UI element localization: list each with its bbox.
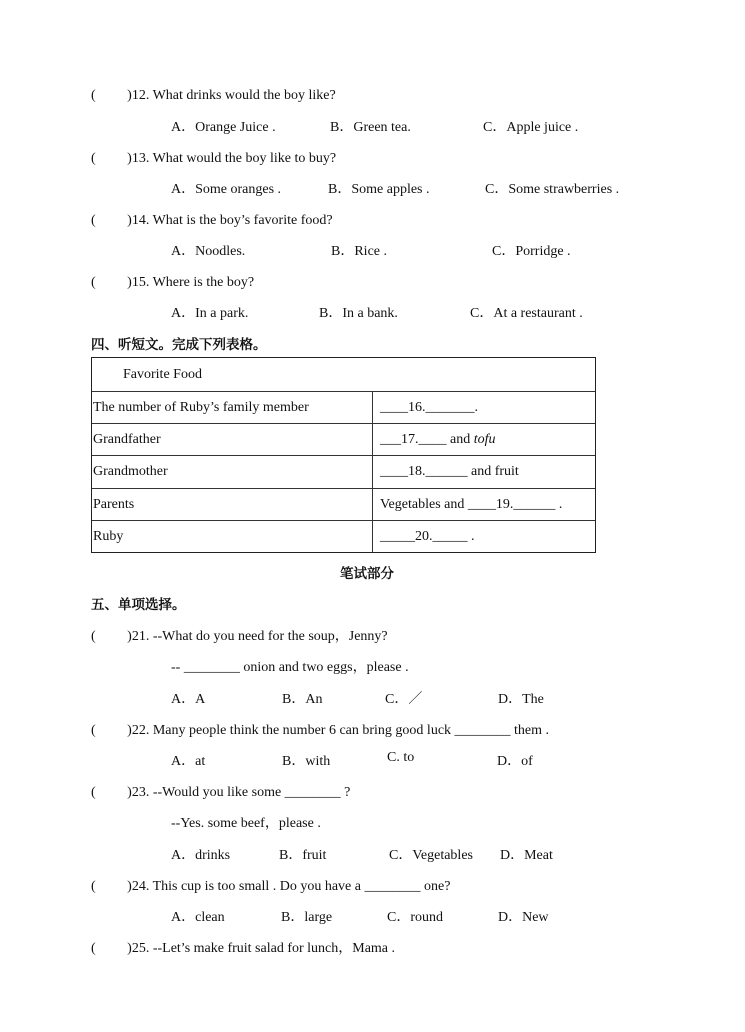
question-15: ( )15. Where is the boy? (91, 275, 255, 290)
question-23-line2: --Yes. some beef，please . (171, 816, 321, 831)
q13-option-c: C．Some strawberries . (485, 182, 620, 197)
question-21: ( )21. --What do you need for the soup，Jenny? (91, 629, 388, 644)
section-4-title: 四、听短文。完成下列表格。 (91, 337, 267, 353)
row-answer: _____20._____ . (380, 529, 475, 544)
q12-option-b: B．Green tea. (330, 120, 411, 135)
q12-option-a: A．Orange Juice . (171, 120, 276, 135)
q22-option-d: D．of (497, 754, 533, 769)
question-13: ( )13. What would the boy like to buy? (91, 151, 337, 166)
table-row (92, 488, 595, 521)
q21-option-c: C．／ (385, 692, 423, 707)
q23-option-b: B．fruit (279, 848, 327, 863)
table-row (92, 455, 595, 489)
table-row (92, 423, 595, 456)
q12-option-c: C．Apple juice . (483, 120, 579, 135)
row-label: Grandfather (93, 432, 161, 447)
q22-option-b: B．with (282, 754, 331, 769)
q21-option-b: B．An (282, 692, 323, 707)
q21-option-d: D．The (498, 692, 544, 707)
written-part-title: 笔试部分 (340, 566, 394, 582)
q24-option-c: C．round (387, 910, 443, 925)
row-answer: Vegetables and ____19.______ . (380, 497, 563, 512)
table-header-row (92, 358, 595, 391)
q14-option-c: C．Porridge . (492, 244, 571, 259)
row-label: The number of Ruby’s family member (93, 400, 309, 415)
favorite-food-table (91, 357, 596, 553)
q14-option-a: A．Noodles. (171, 244, 246, 259)
q24-option-d: D．New (498, 910, 549, 925)
question-22: ( )22. Many people think the number 6 can bring good luck ________ them . (91, 723, 550, 738)
row-answer: ___17.____ and tofu (380, 432, 496, 447)
q13-option-a: A．Some oranges . (171, 182, 282, 197)
table-row (92, 520, 595, 553)
q24-option-b: B．large (281, 910, 333, 925)
row-answer: ____16._______. (380, 400, 478, 415)
question-21-line2: -- ________ onion and two eggs，please . (171, 660, 409, 675)
q14-option-b: B．Rice . (331, 244, 387, 259)
q23-option-c: C．Vegetables (389, 848, 473, 863)
table-header: Favorite Food (123, 367, 202, 382)
row-answer: ____18.______ and fruit (380, 464, 519, 479)
q23-option-d: D．Meat (500, 848, 553, 863)
q13-option-b: B．Some apples . (328, 182, 430, 197)
question-23: ( )23. --Would you like some ________ ? (91, 785, 351, 800)
q15-option-b: B．In a bank. (319, 306, 398, 321)
q22-option-a: A．at (171, 754, 206, 769)
q15-option-a: A．In a park. (171, 306, 249, 321)
question-12: ( )12. What drinks would the boy like? (91, 88, 336, 103)
question-14: ( )14. What is the boy’s favorite food? (91, 213, 333, 228)
row-label: Parents (93, 497, 135, 512)
q24-option-a: A．clean (171, 910, 225, 925)
section-5-title: 五、单项选择。 (91, 597, 186, 613)
question-24: ( )24. This cup is too small . Do you have a ________ one? (91, 879, 451, 894)
q15-option-c: C．At a restaurant . (470, 306, 583, 321)
question-25: ( )25. --Let’s make fruit salad for lunch，Mama . (91, 941, 396, 956)
row-label: Grandmother (93, 464, 168, 479)
q21-option-a: A．A (171, 692, 206, 707)
q23-option-a: A．drinks (171, 848, 231, 863)
row-label: Ruby (93, 529, 124, 544)
table-row (92, 391, 595, 424)
q22-option-c: C. to (387, 750, 415, 765)
